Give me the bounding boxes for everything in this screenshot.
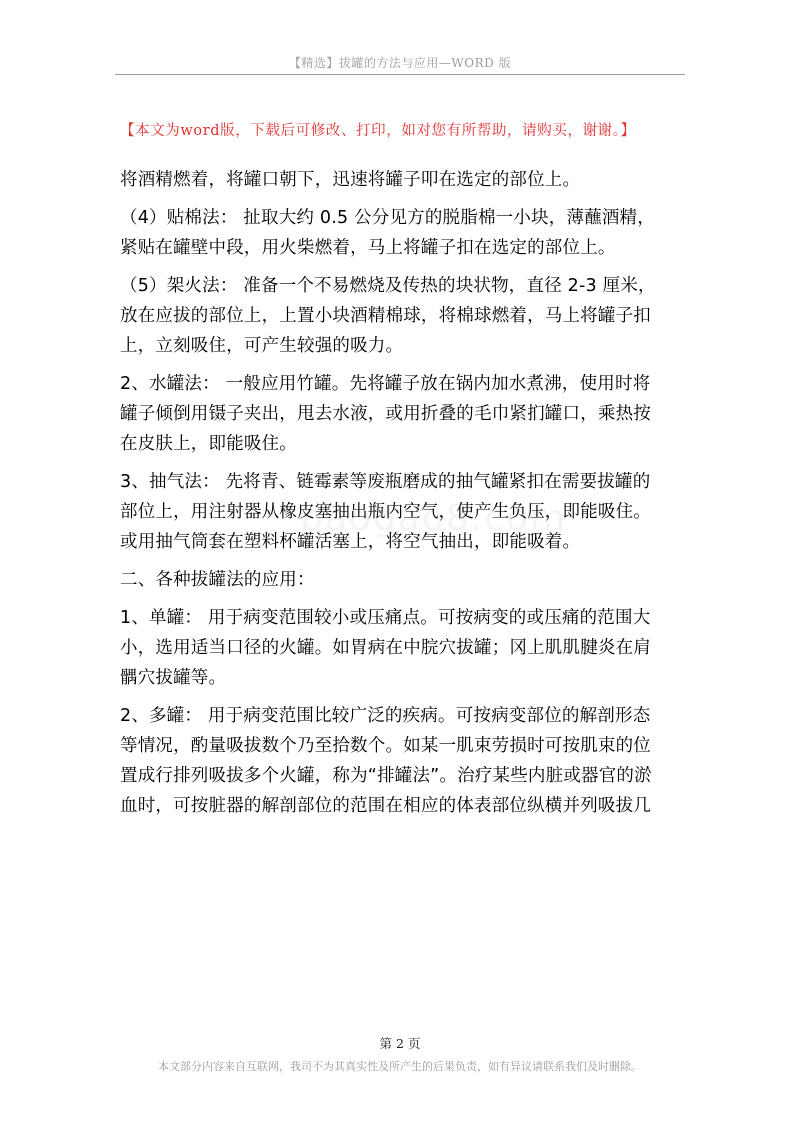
text-line: 部位上，用注射器从橡皮塞抽出瓶内空气，使产生负压，即能吸住。 xyxy=(120,502,651,522)
text-line: （4）贴棉法： 扯取大约 0.5 公分见方的脱脂棉一小块，薄蘸酒精， xyxy=(120,208,655,228)
text-line: 2、多罐： 用于病变范围比较广泛的疾病。可按病变部位的解剖形态 xyxy=(120,706,651,726)
paragraph xyxy=(120,271,680,361)
purchase-notice: 【本文为word版，下载后可修改、打印，如对您有所帮助，请购买，谢谢。】 xyxy=(120,123,636,139)
text-line: 在皮肤上，即能吸住。 xyxy=(120,434,297,454)
text-line: 罐子倾倒用镊子夹出，甩去水液，或用折叠的毛巾紧扪罐口，乘热按 xyxy=(120,404,651,424)
text-line: 置成行排列吸拔多个火罐，称为“排罐法”。治疗某些内脏或器官的淤 xyxy=(120,766,652,786)
section-heading xyxy=(120,565,680,595)
paragraph xyxy=(120,603,680,693)
text-line: 血时，可按脏器的解剖部位的范围在相应的体表部位纵横并列吸拔几 xyxy=(120,796,651,816)
text-line: 1、单罐： 用于病变范围较小或压痛点。可按病变的或压痛的范围大 xyxy=(120,608,651,628)
footer-disclaimer: 本文部分内容来自互联网，我司不为其真实性及所产生的后果负责，如有异议请联系我们及时删除。 xyxy=(158,1060,642,1073)
paragraph xyxy=(120,467,680,557)
page-number: 第 2 页 xyxy=(379,1036,421,1051)
paragraph xyxy=(120,203,680,263)
text-line: 紧贴在罐壁中段，用火柴燃着，马上将罐子扣在选定的部位上。 xyxy=(120,238,616,258)
text-line: 2、水罐法： 一般应用竹罐。先将罐子放在锅内加水煮沸，使用时将 xyxy=(120,374,651,394)
text-line: 将酒精燃着，将罐口朝下，迅速将罐子叩在选定的部位上。 xyxy=(120,170,581,190)
text-line: 等情况，酌量吸拔数个乃至拾数个。如某一肌束劳损时可按肌束的位 xyxy=(120,736,651,756)
text-line: 放在应拔的部位上，上置小块酒精棉球，将棉球燃着，马上将罐子扣 xyxy=(120,306,651,326)
header-rule xyxy=(115,74,685,75)
text-line: 上，立刻吸住，可产生较强的吸力。 xyxy=(120,336,404,356)
text-line: 3、抽气法： 先将青、链霉素等废瓶磨成的抽气罐紧扣在需要拔罐的 xyxy=(120,472,651,492)
paragraph xyxy=(120,369,680,459)
paragraph xyxy=(120,165,680,195)
page-header: 【精选】拔罐的方法与应用—WORD 版 xyxy=(288,56,512,70)
text-line: 髃穴拔罐等。 xyxy=(120,668,227,688)
body-text xyxy=(120,165,680,821)
text-line: （5）架火法： 准备一个不易燃烧及传热的块状物，直径 2-3 厘米， xyxy=(120,276,656,296)
text-line: 二、各种拔罐法的应用： xyxy=(120,570,315,590)
paragraph xyxy=(120,701,680,821)
text-line: 小，选用适当口径的火罐。如胃病在中脘穴拔罐；冈上肌肌腱炎在肩 xyxy=(120,638,651,658)
text-line: 或用抽气筒套在塑料杯罐活塞上，将空气抽出，即能吸着。 xyxy=(120,532,581,552)
